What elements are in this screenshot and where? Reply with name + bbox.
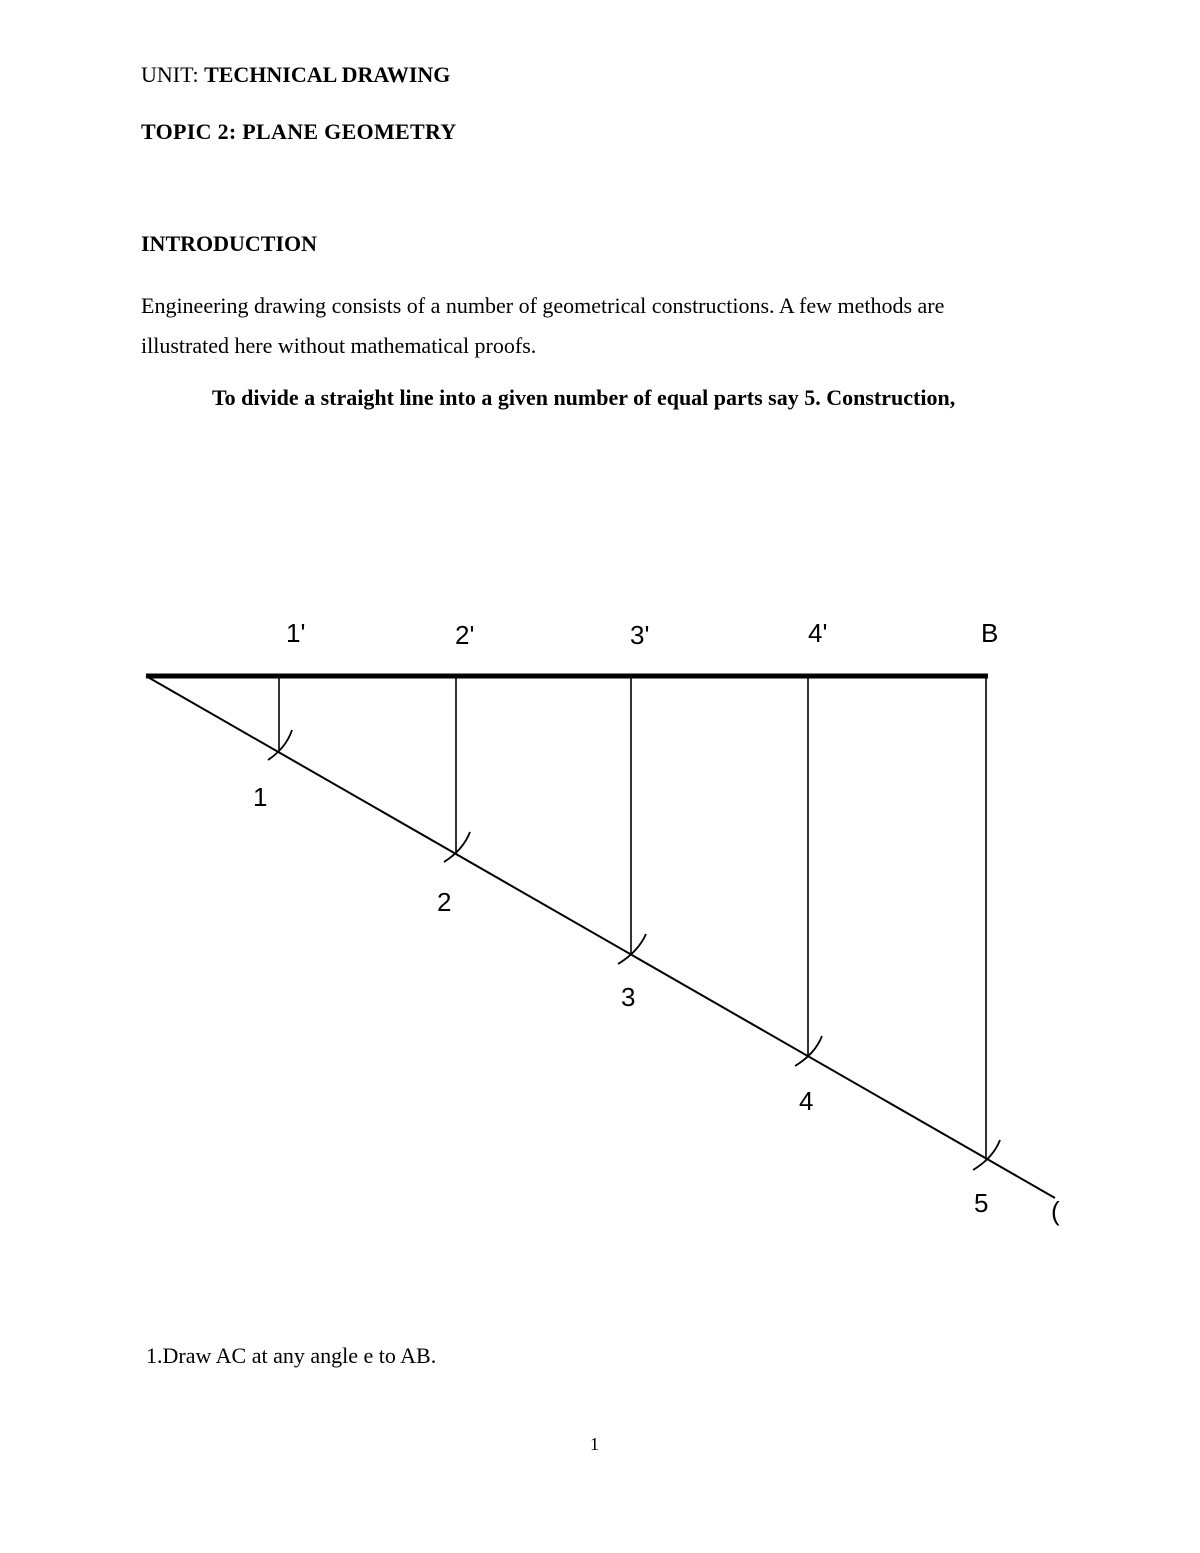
introduction-paragraph: Engineering drawing consists of a number of geometrical constructions. A few methods are illustrated here without mathematical proofs.	[141, 293, 945, 358]
label-2: 2	[437, 887, 452, 917]
label-c-partial: (	[1051, 1196, 1060, 1226]
label-3-prime: 3'	[630, 620, 650, 650]
arc-mark-2	[444, 832, 470, 862]
label-b: B	[981, 618, 999, 648]
unit-prefix: UNIT:	[141, 62, 205, 87]
introduction-heading: INTRODUCTION	[141, 231, 318, 256]
label-3: 3	[621, 982, 636, 1012]
label-1-prime: 1'	[286, 618, 306, 648]
label-5: 5	[974, 1188, 989, 1218]
label-4-prime: 4'	[808, 618, 828, 648]
page-number: 1	[590, 1434, 599, 1454]
arc-mark-1	[268, 730, 292, 760]
topic-heading: TOPIC 2: PLANE GEOMETRY	[141, 119, 457, 144]
step-1: 1.Draw AC at any angle e to AB.	[146, 1343, 437, 1368]
line-ac	[146, 676, 1055, 1198]
label-4: 4	[799, 1086, 814, 1116]
label-2-prime: 2'	[455, 620, 475, 650]
unit-title: TECHNICAL DRAWING	[204, 62, 451, 87]
construction-heading: To divide a straight line into a given number of equal parts say 5. Construction,	[212, 385, 956, 410]
label-1: 1	[253, 782, 268, 812]
